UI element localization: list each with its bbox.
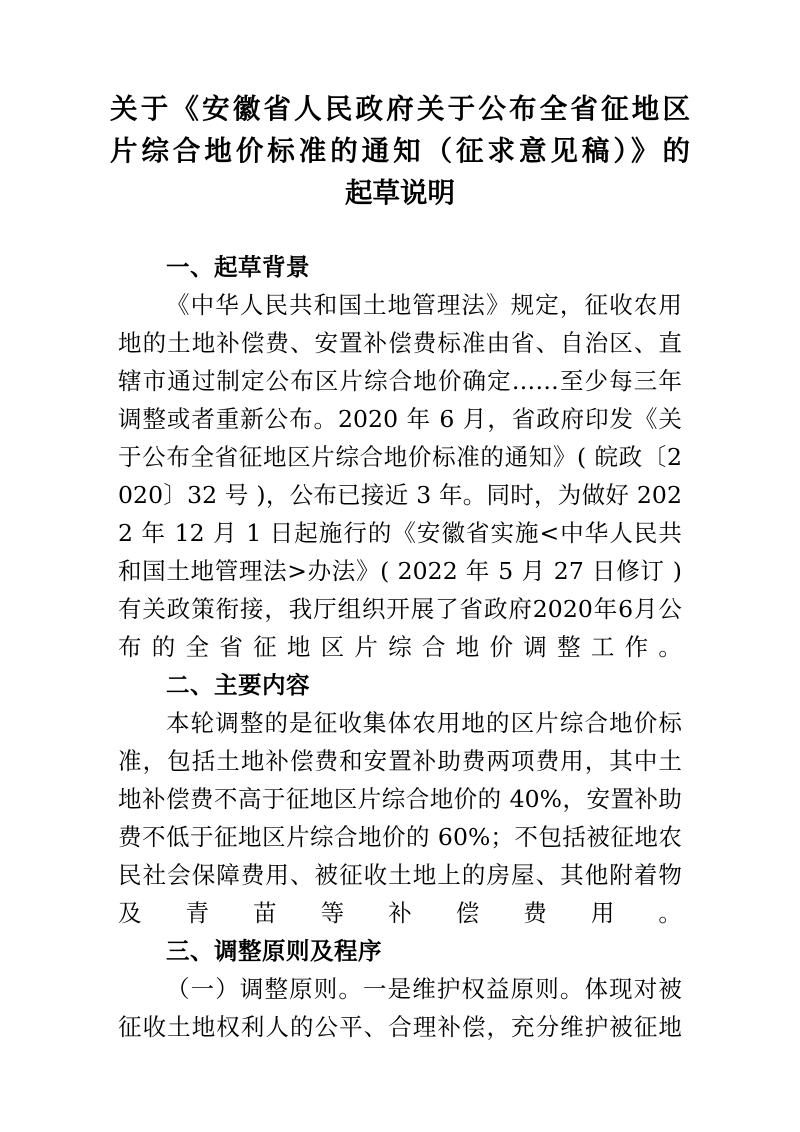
paragraph-adjustment-principles: （一）调整原则。一是维护权益原则。体现对被征收土地权利人的公平、合理补偿，充分维护被征地	[118, 975, 682, 1041]
document-title	[110, 88, 690, 214]
paragraph-background: 《中华人民共和国土地管理法》规定，征收农用地的土地补偿费、安置补偿费标准由省、自治区、直辖市通过制定公布区片综合地价确定……至少每三年调整或者重新公布。2020 年 6 月，省政府印发《关于公布全省征地区片综合地价标准的通知》( 皖政〔2020〕32 号 )，公布已接近 3 年。同时，为做好 2022 年 12 月 1 日起施行的《安徽省实施<中华人民共和国土地管理法>办法》( 2022 年 5 月 27 日修订 )有关政策衔接，我厅组织开展了省政府2020年6月公布的全省征地区片综合地价调整工作。	[118, 291, 682, 661]
document-body	[118, 248, 682, 1046]
section-heading-3: 三、调整原则及程序	[166, 937, 382, 965]
section-heading-2: 二、主要内容	[166, 671, 310, 699]
title-line-1: 关于《安徽省人民政府关于公布全省征地区	[110, 93, 690, 125]
title-line-2: 片综合地价标准的通知（征求意见稿）》的	[110, 135, 690, 167]
section-heading-1: 一、起草背景	[166, 253, 310, 281]
paragraph-main-content: 本轮调整的是征收集体农用地的区片综合地价标准，包括土地补偿费和安置补助费两项费用，其中土地补偿费不高于征地区片综合地价的 40%，安置补助费不低于征地区片综合地价的 60%；不包括被征地农民社会保障费用、被征收土地上的房屋、其他附着物及青苗等补偿费用。	[118, 709, 682, 927]
title-line-3: 起草说明	[345, 177, 455, 209]
